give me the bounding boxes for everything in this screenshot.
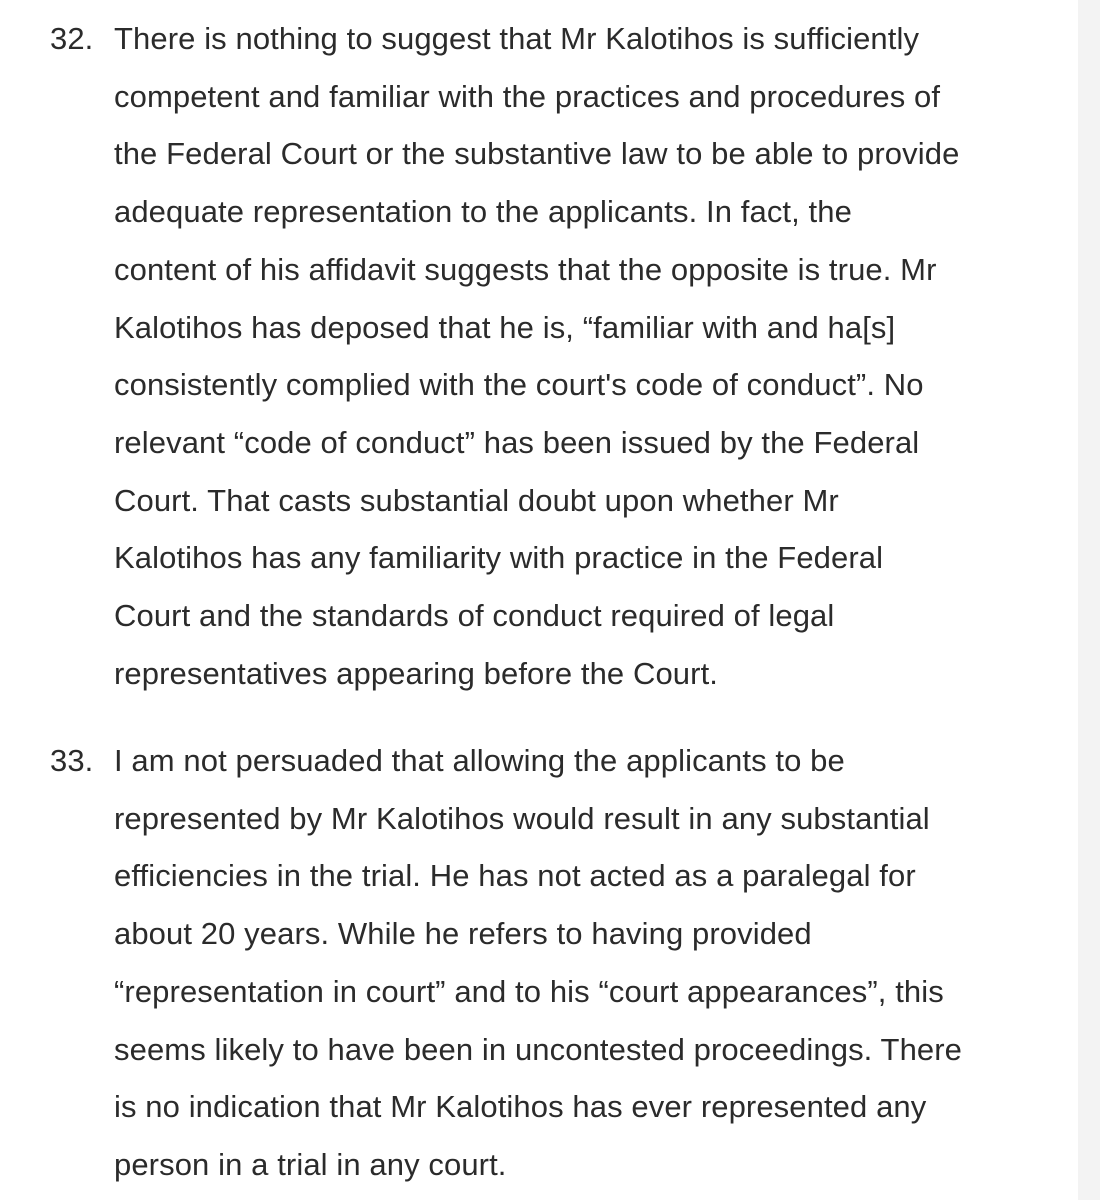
text-line: seems likely to have been in uncontested proceedings. There <box>114 1031 963 1067</box>
text-line: content of his affidavit suggests that the opposite is true. Mr <box>114 251 937 287</box>
scrollbar-track[interactable] <box>1078 0 1100 1200</box>
text-line: Court. That casts substantial doubt upon whether Mr <box>114 482 839 518</box>
text-line: I am not persuaded that allowing the applicants to be <box>114 743 845 778</box>
text-line: competent and familiar with the practices and procedures of <box>114 78 941 114</box>
text-line: Kalotihos has deposed that he is, “familiar with and ha[s] <box>114 309 896 345</box>
paragraph-body <box>114 10 1034 702</box>
text-line: efficiencies in the trial. He has not acted as a paralegal for <box>114 858 916 894</box>
text-line: Kalotihos has any familiarity with practice in the Federal <box>114 540 884 576</box>
text-line: There is nothing to suggest that Mr Kalotihos is sufficiently <box>114 21 920 56</box>
text-line: relevant “code of conduct” has been issued by the Federal <box>114 424 920 460</box>
text-line: representatives appearing before the Court. <box>114 655 719 691</box>
paragraph-body <box>114 732 1034 1194</box>
paragraph-number: 32. <box>50 21 94 56</box>
text-line: “representation in court” and to his “court appearances”, this <box>114 973 944 1009</box>
text-line: consistently complied with the court's code of conduct”. No <box>114 367 924 403</box>
text-line: about 20 years. While he refers to having provided <box>114 916 812 952</box>
text-line: represented by Mr Kalotihos would result in any substantial <box>114 800 930 836</box>
paragraph-number: 33. <box>50 743 94 778</box>
text-line: the Federal Court or the substantive law to be able to provide <box>114 136 960 172</box>
text-line: adequate representation to the applicants. In fact, the <box>114 194 852 230</box>
text-line: is no indication that Mr Kalotihos has ever represented any <box>114 1089 927 1125</box>
text-line: Court and the standards of conduct required of legal <box>114 598 835 634</box>
text-line: person in a trial in any court. <box>114 1146 507 1182</box>
